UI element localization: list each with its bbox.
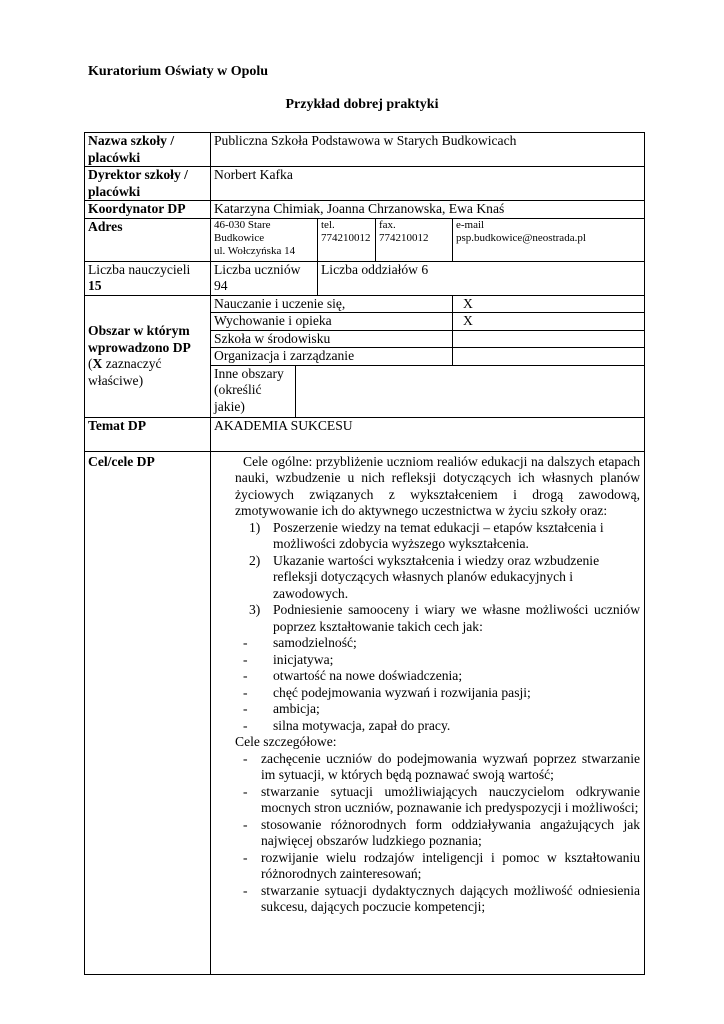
row-school [85,133,645,167]
other-areas-label: Inne obszary (określić jakie) [211,365,296,417]
general-goals-text: Cele ogólne: przybliżenie uczniom realiów edukacji na dalszych etapach nauki, wzbudzenie u nich refleksji dotyczących ich własnych planów życiowych związanych z wykształceniem i drogą zawodową, zmotywowanie ich do aktywnego uczestnictwa w życiu szkoły oraz: [235,453,641,518]
address-line: 46-030 Stare [214,218,271,231]
teachers-value: 15 [88,278,102,293]
area-name: Organizacja i zarządzanie [211,348,453,366]
phone-value: 774210012 [321,231,371,244]
row-director [85,167,645,201]
specific-goal: - zachęcenie uczniów do podejmowania wyzwań poprzez stwarzanie im sytuacji, w których będą poznawać swoją wartość; [243,750,641,782]
row-counts [85,261,645,295]
teachers-label: Liczba nauczycieli [88,261,191,277]
students-cell [211,261,318,295]
numbered-goal: 2) Ukazanie wartości wykształcenia i wiedzy oraz wzbudzenie refleksji dotyczących własnych planów edukacyjnych i zawodowych. [249,552,600,601]
row-area-1 [85,295,645,313]
specific-goal: - stosowanie różnorodnych form oddziaływania angażujących jak najwięcej obszarów ludzkiego poznania; [243,816,641,848]
other-areas-value [296,365,645,417]
row-goals [85,451,645,974]
specific-goal: - stwarzanie sytuacji dydaktycznych dających możliwość odniesienia sukcesu, dających poczucie kompetencji; [243,882,641,914]
topic-label: Temat DP [85,417,211,451]
numbered-goal: 3) Podniesienie samooceny i wiary we własne możliwości uczniów poprzez kształtowanie takich cech jak: [249,602,641,634]
email-label: e-mail [456,218,485,231]
area-name: Nauczanie i uczenie się, [211,295,453,313]
students-label: Liczba uczniów [214,261,301,277]
document-subtitle: Przykład dobrej praktyki [285,97,439,112]
coordinator-label: Koordynator DP [85,201,211,219]
fax-cell [376,218,453,261]
phone-cell [318,218,376,261]
address-line: Budkowice [214,231,265,244]
address-value [211,218,318,261]
area-name: Szkoła w środowisku [211,330,453,348]
area-mark: X [453,295,645,313]
specific-goal: - stwarzanie sytuacji umożliwiających nauczycielom odkrywanie mocnych stron uczniów, poznawanie ich predyspozycji i możliwości; [243,783,641,815]
school-value: Publiczna Szkoła Podstawowa w Starych Budkowicach [211,133,645,167]
area-mark [453,330,645,348]
numbered-goals [235,520,640,636]
address-label: Adres [85,218,211,261]
goals-label: Cel/cele DP [85,451,211,974]
area-mark: X [453,313,645,331]
area-name: Wychowanie i opieka [211,313,453,331]
fax-label: fax. [379,218,396,231]
specific-goals-list [235,751,640,916]
school-label: Nazwa szkoły / placówki [85,133,211,167]
topic-value: AKADEMIA SUKCESU [211,417,645,451]
email-value: psp.budkowice@neostrada.pl [456,231,586,244]
director-label: Dyrektor szkoły / placówki [85,167,211,201]
area-hint: (X zaznaczyć właściwe) [88,356,162,388]
trait-item: - samodzielność; [243,635,357,650]
phone-label: tel. [321,218,335,231]
document-title: Kuratorium Oświaty w Opolu [88,64,269,79]
goals-content [211,451,645,974]
row-coordinator [85,201,645,219]
trait-item: - silna motywacja, zapał do pracy. [243,717,451,733]
traits-list [235,635,640,734]
specific-goals-heading: Cele szczegółowe: [235,734,337,749]
practice-table [84,132,645,975]
coordinator-value: Katarzyna Chimiak, Joanna Chrzanowska, Ewa Knaś [211,201,645,219]
area-hint-mark: X [92,356,103,371]
row-address [85,218,645,261]
trait-item: - ambicja; [243,701,320,716]
trait-item: - inicjatywa; [243,651,334,667]
fax-value: 774210012 [379,231,429,244]
students-value: 94 [214,278,228,293]
area-mark [453,348,645,366]
trait-item: - chęć podejmowania wyzwań i rozwijania pasji; [243,684,531,700]
specific-goal: - rozwijanie wielu rodzajów inteligencji i pomoc w kształtowaniu różnorodnych zainteresowań; [243,849,641,881]
teachers-cell [85,261,211,295]
trait-item: - otwartość na nowe doświadczenia; [243,668,463,683]
area-label: Obszar w którym wprowadzono DP [88,323,191,355]
address-line: ul. Wołczyńska 14 [214,244,296,257]
area-label-cell [85,295,211,417]
row-topic [85,417,645,451]
director-value: Norbert Kafka [211,167,645,201]
classes-cell: Liczba oddziałów 6 [318,261,645,295]
email-cell [453,218,645,261]
numbered-goal: 1) Poszerzenie wiedzy na temat edukacji – etapów kształcenia i możliwości zdobycia wyższego wykształcenia. [249,519,604,551]
